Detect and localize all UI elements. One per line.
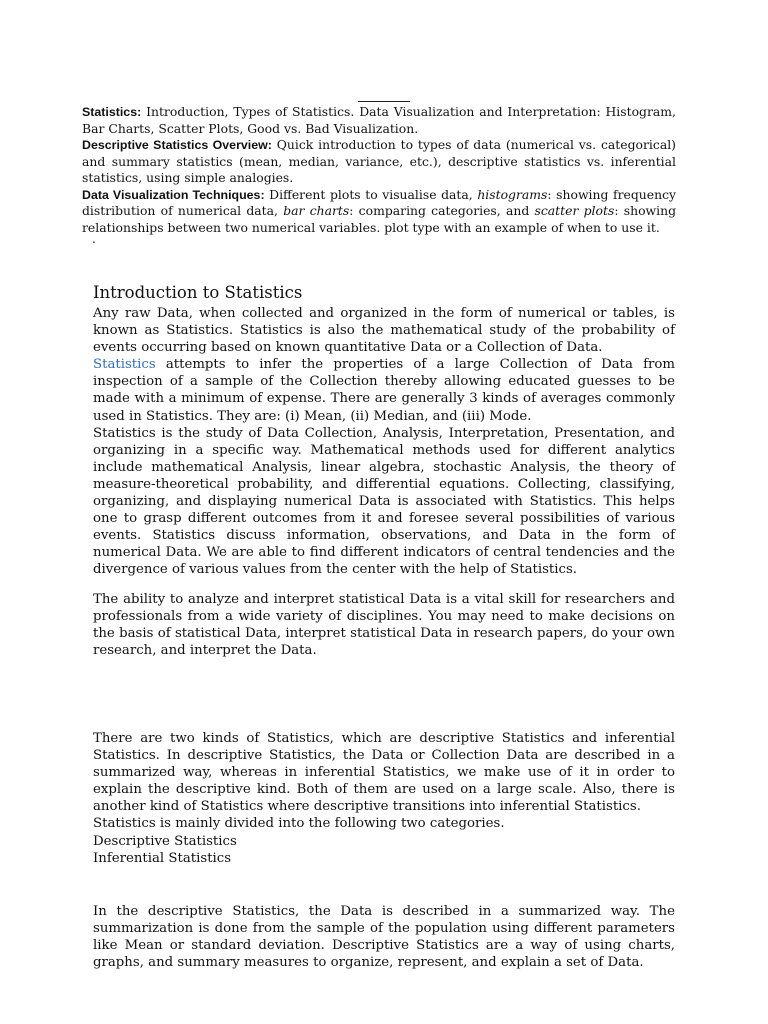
term-histograms: histograms [477, 186, 548, 202]
intro-paragraph-2 [93, 356, 675, 424]
kinds-paragraph-1: There are two kinds of Statistics, which are descriptive Statistics and inferential Statistics. In descriptive Statistics, the Data or Collection Data are described in a summarized way, whereas in inferential Statistics, we make use of it in order to explain the descriptive kind. Both of them are used on a large scale. Also, there is another kind of Statistics where descriptive transitions into inferential Statistics. [93, 731, 675, 815]
intro-paragraph-4-block [93, 591, 675, 659]
intro-paragraph-2-text: attempts to infer the properties of a large Collection of Data from inspection of a sample of the Collection thereby allowing educated guesses to be made with a minimum of expense. There are generally 3 kinds of averages commonly used in Statistics. They are: (i) Mean, (ii) Median, and (iii) Mode. [93, 357, 675, 424]
outline-descriptive-label: Descriptive Statistics Overview: [82, 138, 272, 152]
intro-paragraph-1: Any raw Data, when collected and organized in the form of numerical or tables, is known as Statistics. Statistics is also the mathematical study of the probability of events occurring based on known quantitative Data or a Collection of Data. [93, 306, 675, 356]
outline-statistics-label: Statistics: [82, 105, 142, 119]
outline-descriptive [82, 137, 676, 187]
statistics-link[interactable]: Statistics [93, 357, 156, 373]
outline-statistics [82, 104, 676, 137]
course-outline [82, 104, 676, 236]
category-item-inferential: Inferential Statistics [93, 850, 232, 866]
kinds-paragraph-2: Statistics is mainly divided into the following two categories. [93, 816, 505, 832]
trailing-dot: . [92, 232, 96, 246]
intro-paragraph-3: Statistics is the study of Data Collection, Analysis, Interpretation, Presentation, and organizing in a specific way. Mathematical methods used for different analytics include mathematical Analysis, linear algebra, stochastic Analysis, the theory of measure-theoretical probability, and differential equations. Collecting, classifying, organizing, and displaying numerical Data is associated with Statistics. This helps one to grasp different outcomes from it and foresee several possibilities of various events. Statistics discuss information, observations, and Data in the form of numerical Data. We are able to find different indicators of central tendencies and the divergence of various values from the center with the help of Statistics. [93, 425, 675, 578]
outline-dataviz-label: Data Visualization Techniques: [82, 187, 265, 202]
outline-dataviz-text: Different plots to visualise data, [264, 186, 478, 202]
outline-dataviz [82, 187, 676, 237]
outline-dataviz-text: : comparing categories, and [349, 203, 535, 218]
intro-body [93, 305, 675, 579]
outline-dataviz-text: : showing frequency distribution of numerical data, [82, 186, 677, 218]
intro-paragraph-4: The ability to analyze and interpret statistical Data is a vital skill for researchers and professionals from a wide variety of disciplines. You may need to make decisions on the basis of statistical Data, interpret statistical Data in research papers, do your own research, and interpret the Data. [93, 592, 675, 659]
section-heading: Introduction to Statistics [93, 283, 303, 302]
category-item-descriptive: Descriptive Statistics [93, 833, 237, 849]
outline-dataviz-text: : showing relationships between two numerical variables. plot type with an example of when to use it. [82, 203, 677, 235]
kinds-body [93, 730, 675, 867]
term-bar-charts: bar charts [283, 203, 350, 218]
outline-statistics-text: Introduction, Types of Statistics. Data Visualization and Interpretation: Histogram, Bar Charts, Scatter Plots, Good vs. Bad Visualization. [82, 104, 676, 136]
term-scatter-plots: scatter plots [534, 203, 615, 218]
descriptive-paragraph-1: In the descriptive Statistics, the Data is described in a summarized way. The summarization is done from the sample of the population using different parameters like Mean or standard deviation. Descriptive Statistics are a way of using charts, graphs, and summary measures to organize, represent, and explain a set of Data. [93, 904, 675, 971]
outline-descriptive-text: Quick introduction to types of data (numerical vs. categorical) and summary statistics (mean, median, variance, etc.), descriptive statistics vs. inferential statistics, using simple analogies. [82, 137, 676, 185]
header-rule [358, 101, 410, 102]
descriptive-body [93, 903, 675, 971]
